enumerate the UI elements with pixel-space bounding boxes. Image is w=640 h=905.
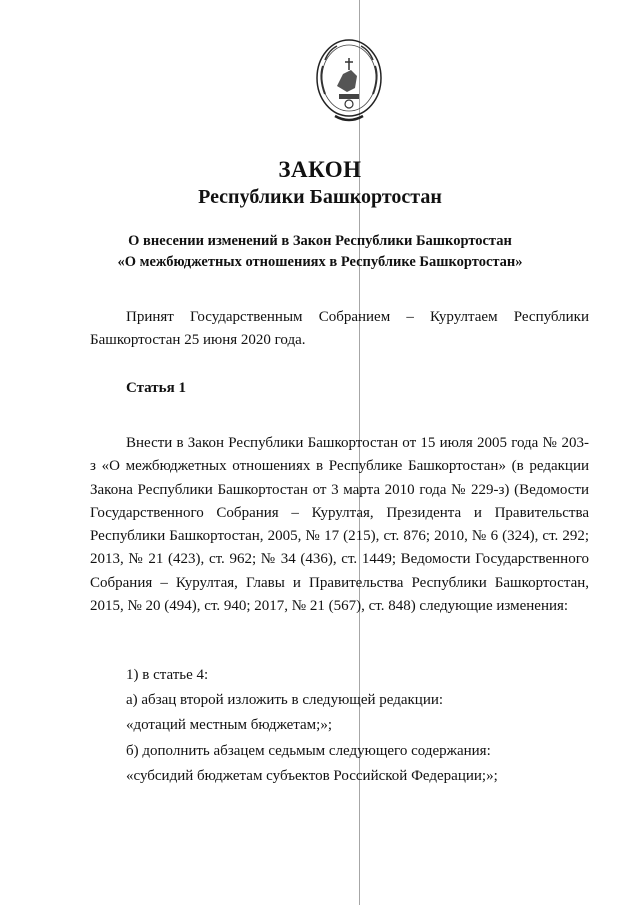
document-subtitle: Республики Башкортостан — [198, 186, 442, 208]
coat-of-arms-icon — [311, 36, 387, 126]
list-item: 1) в статье 4: — [126, 667, 209, 683]
list-item: «субсидий бюджетам субъектов Российской Федерации;»; — [126, 768, 498, 784]
law-heading-line-1: О внесении изменений в Закон Республики Башкортостан — [128, 233, 512, 249]
adoption-statement: Принят Государственным Собранием – Курултаем Республики Башкортостан 25 июня 2020 года. — [90, 309, 589, 349]
article-heading: Статья 1 — [126, 380, 186, 396]
list-item: б) дополнить абзацем седьмым следующего содержания: — [126, 743, 491, 759]
article-intro: Внести в Закон Республики Башкортостан от 15 июля 2005 года № 203-з «О межбюджетных отношениях в Республике Башкортостан» (в редакции Закона Республики Башкортостан от 3 марта 2010 года № 229-з) (Ведомости Государственного Собрания – Курултая, Президента и Правительства Республики Башкортостан, 2005, № 17 (215), ст. 876; 2010, № 6 (324), ст. 292; 2013, № 21 (423), ст. 962; № 34 (436), ст. 1449; Ведомости Государственного Собрания – Курултая, Главы и Правительства Республики Башкортостан, 2015, № 20 (494), ст. 940; 2017, № 21 (567), ст. 848) следующие изменения: — [90, 435, 589, 615]
list-item: «дотаций местным бюджетам;»; — [126, 717, 333, 733]
law-heading-line-2: «О межбюджетных отношениях в Республике Башкортостан» — [117, 254, 523, 270]
list-item: а) абзац второй изложить в следующей редакции: — [126, 692, 444, 708]
document-title: ЗАКОН — [278, 157, 362, 182]
